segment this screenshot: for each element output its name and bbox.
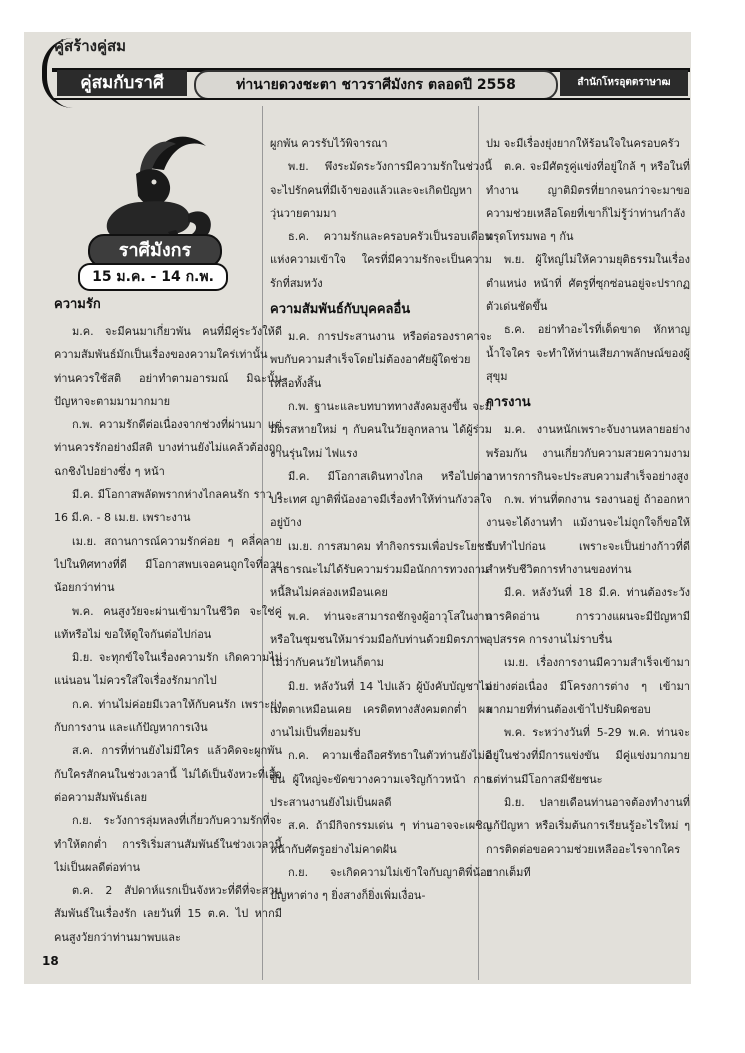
paragraph: ส.ค. การที่ท่านยังไม่มีใคร แล้วคิดจะผูกพันกับใครสักคนในช่วงเวลานี้ ไม่ได้เป็นจังหวะที่เอื้อต่อความสัมพันธ์เลย (54, 744, 282, 804)
goat-eye (152, 180, 157, 185)
magazine-page (24, 32, 691, 984)
sign-label (78, 232, 228, 294)
column-relationships (270, 132, 492, 978)
paragraph: มี.ค. หลังวันที่ 18 มี.ค. ท่านต้องระวังการคิดอ่าน การวางแผนจะมีปัญหามีอุปสรรค การงานไม่ราบรื่น (486, 586, 690, 646)
paragraph: เม.ย. เรื่องการงานมีความสำเร็จเข้ามาอย่างต่อเนื่อง มีโครงการต่าง ๆ เข้ามามากมายที่ท่านต้องเข้าไปรับผิดชอบ (486, 656, 690, 716)
paragraph: พ.ย. พึงระมัดระวังการมีความรักในช่วงนี้ จะไปรักคนที่มีเจ้าของแล้วและจะเกิดปัญหาวุ่นวายตามมา (270, 160, 492, 220)
sign-name: ราศีมังกร (88, 234, 222, 268)
article-banner: ท่านายดวงชะตา ชาวราศีมังกร ตลอดปี 2558 (194, 70, 558, 100)
paragraph: ธ.ค. อย่าทำอะไรที่เด็ดขาด หักหาญน้ำใจใคร จะทำให้ท่านเสียภาพลักษณ์ของผู้สุขุม (486, 323, 690, 383)
paragraph: พ.ค. คนสูงวัยจะผ่านเข้ามาในชีวิต จะใช่คู่แท้หรือไม่ ขอให้ดูใจกันต่อไปก่อน (54, 604, 282, 641)
paragraph: พ.ค. ระหว่างวันที่ 5-29 พ.ค. ท่านจะอยู่ในช่วงที่มีการแข่งขัน มีคู่แข่งมากมายแต่ท่านมีโอกาสมีชัยชนะ (486, 726, 690, 786)
paragraph: ต.ค. จะมีศัตรูคู่แข่งที่อยู่ใกล้ ๆ หรือในที่ทำงาน ญาติมิตรที่ยากจนกว่าจะมาขอความช่วยเหลือโดยที่เขาก็ไม่รู้ว่าท่านกำลังทรุดโทรมพอ ๆ กัน (486, 160, 690, 244)
paragraph: ก.ค. ท่านไม่ค่อยมีเวลาให้กับคนรัก เพราะยุ่งกับการงาน และแก้ปัญหาการเงิน (54, 697, 282, 735)
paragraph: ก.พ. ความรักดีต่อเนื่องจากช่วงที่ผ่านมา แต่ท่านควรรักอย่างมีสติ บางท่านยังไม่แคล้วต้องถูกฉกชิงไปอย่างซึ่ง ๆ หน้า (54, 418, 282, 478)
section-heading-work: การงาน (486, 395, 531, 411)
paragraph: มิ.ย. จะทุกข์ใจในเรื่องความรัก เกิดความไม่แน่นอน ไม่ควรใส่ใจเรื่องรักมากไป (54, 651, 282, 688)
section-heading-love: ความรัก (54, 297, 101, 312)
paragraph: ม.ค. จะมีคนมาเกี่ยวพัน คนที่มีคู่ระวังให้ดี ความสัมพันธ์มักเป็นเรื่องของความใคร่เท่านั้น ท่านควรใช้สติ อย่าทำตามอารมณ์ มิฉะนั้นปัญหาจะตามมามากมาย (54, 325, 282, 408)
paragraph: ก.ย. ระวังการลุ่มหลงที่เกี่ยวกับความรักที่จะทำให้ตกต่ำ การริเริ่มสานสัมพันธ์ในช่วงเวลานี้ ไม่เป็นผลดีต่อท่าน (54, 814, 282, 874)
magazine-kicker: คู่สร้างคู่สม (54, 37, 127, 55)
paragraph: พ.ย. ผู้ใหญ่ไม่ให้ความยุติธรรมในเรื่องตำแหน่ง หน้าที่ ศัตรูที่ซุกซ่อนอยู่จะปรากฏตัวเด่นชัดขึ้น (486, 253, 690, 314)
paragraph: ก.ค. ความเชื่อถือศรัทธาในตัวท่านยังไม่ดีขึ้น ผู้ใหญ่จะขัดขวางความเจริญก้าวหน้า การประสานงานยังไม่เป็นผลดี (270, 749, 492, 810)
page-number: 18 (42, 954, 59, 968)
paragraph: เม.ย. สถานการณ์ความรักค่อย ๆ คลี่คลายไปในทิศทางที่ดี มีโอกาสพบเจอคนถูกใจที่อายุน้อยกว่าท่าน (54, 534, 282, 595)
paragraph: ก.ย. จะเกิดความไม่เข้าใจกับญาติพี่น้อง ปัญหาต่าง ๆ ยิ่งสางก็ยิ่งเพิ่มเงื่อน- (270, 865, 492, 903)
paragraph: เม.ย. การสมาคม ทำกิจกรรมเพื่อประโยชน์สาธารณะไม่ได้รับความร่วมมือนักการทวงถามหนี้สินไม่คล่องเหมือนเคย (270, 539, 492, 600)
paragraph: ก.พ. ฐานะและบทบาททางสังคมสูงขึ้น จะมีมิตรสหายใหม่ ๆ กับคนในวัยลูกหลาน ได้ผู้ร่วมงานรุ่นใหม่ ไฟแรง (270, 399, 492, 460)
paragraph: ม.ค. งานหนักเพราะจับงานหลายอย่างพร้อมกัน งานเกี่ยวกับความสวยความงาม อาหารการกินจะประสบความสำเร็จอย่างสูง (486, 423, 690, 483)
paragraph: มี.ค. มีโอกาสเดินทางไกล หรือไปต่างประเทศ ญาติพี่น้องอาจมีเรื่องทำให้ท่านกังวลใจอยู่บ้าง (270, 469, 492, 530)
paragraph: ต.ค. 2 สัปดาห์แรกเป็นจังหวะที่ดีที่จะสานสัมพันธ์ในเรื่องรัก เลยวันที่ 15 ต.ค. ไป หากมีคนสูงวัยกว่าท่านมาพบและ (54, 884, 282, 944)
paragraph: มี.ค. มีโอกาสพลัดพรากห่างไกลคนรัก ราว ๆ 16 มี.ค. - 8 เม.ย. เพราะงาน (54, 488, 282, 525)
paragraph: ม.ค. การประสานงาน หรือต่อรองราคาจะพบกับความสำเร็จโดยไม่ต้องอาศัยผู้ใดช่วยเหลือทั้งสิ้น (270, 330, 492, 390)
paragraph: มิ.ย. หลังวันที่ 14 ไปแล้ว ผู้บังคับบัญชาไม่เมตตาเหมือนเคย เครดิตทางสังคมตกต่ำ ผลงานไม่เป็นที่ยอมรับ (270, 679, 492, 740)
page-header (24, 32, 691, 100)
column-work (486, 132, 690, 978)
paragraph: มิ.ย. ปลายเดือนท่านอาจต้องทำงานที่แก้ปัญหา หรือเริ่มต้นการเรียนรู้อะไรใหม่ ๆ การติดต่อขอความช่วยเหลืออะไรจากใครยากเต็มที (486, 796, 690, 879)
paragraph: ส.ค. ถ้ามีกิจกรรมเด่น ๆ ท่านอาจจะเผชิญหน้ากับศัตรูอย่างไม่คาดฝัน (270, 819, 492, 856)
sign-dates: 15 ม.ค. - 14 ก.พ. (78, 263, 228, 291)
paragraph-continued: ผูกพัน ควรรับไว้พิจารณา (270, 137, 388, 150)
section-heading-relationships: ความสัมพันธ์กับบุคคลอื่น (270, 302, 411, 318)
goat-head (136, 169, 170, 206)
paragraph: พ.ค. ท่านจะสามารถชักจูงผู้อาวุโสในงานหรือในชุมชนให้มาร่วมมือกับท่านด้วยมิตรภาพ ไม่ว่ากับคนวัยไหนก็ตาม (270, 609, 492, 670)
paragraph-continued: ปม จะมีเรื่องยุ่งยากให้ร้อนใจในครอบครัว (486, 137, 680, 150)
publisher-name: สำนักโหรอุตตราษาฒ (560, 70, 688, 96)
column-love (54, 290, 282, 978)
paragraph: ธ.ค. ความรักและครอบครัวเป็นรอบเดือนแห่งความเข้าใจ ใครที่มีความรักจะเป็นความรักที่สมหวัง (270, 230, 492, 290)
paragraph: ก.พ. ท่านที่ตกงาน รองานอยู่ ถ้าออกหางานจะได้งานทำ แม้งานจะไม่ถูกใจก็ขอให้รับทำไปก่อน เพราะจะเป็นย่างก้าวที่ดีสำหรับชีวิตการทำงานของท่าน (486, 493, 690, 577)
section-title: คู่สมกับราศี (57, 70, 187, 96)
header-rule-bottom (52, 98, 690, 100)
